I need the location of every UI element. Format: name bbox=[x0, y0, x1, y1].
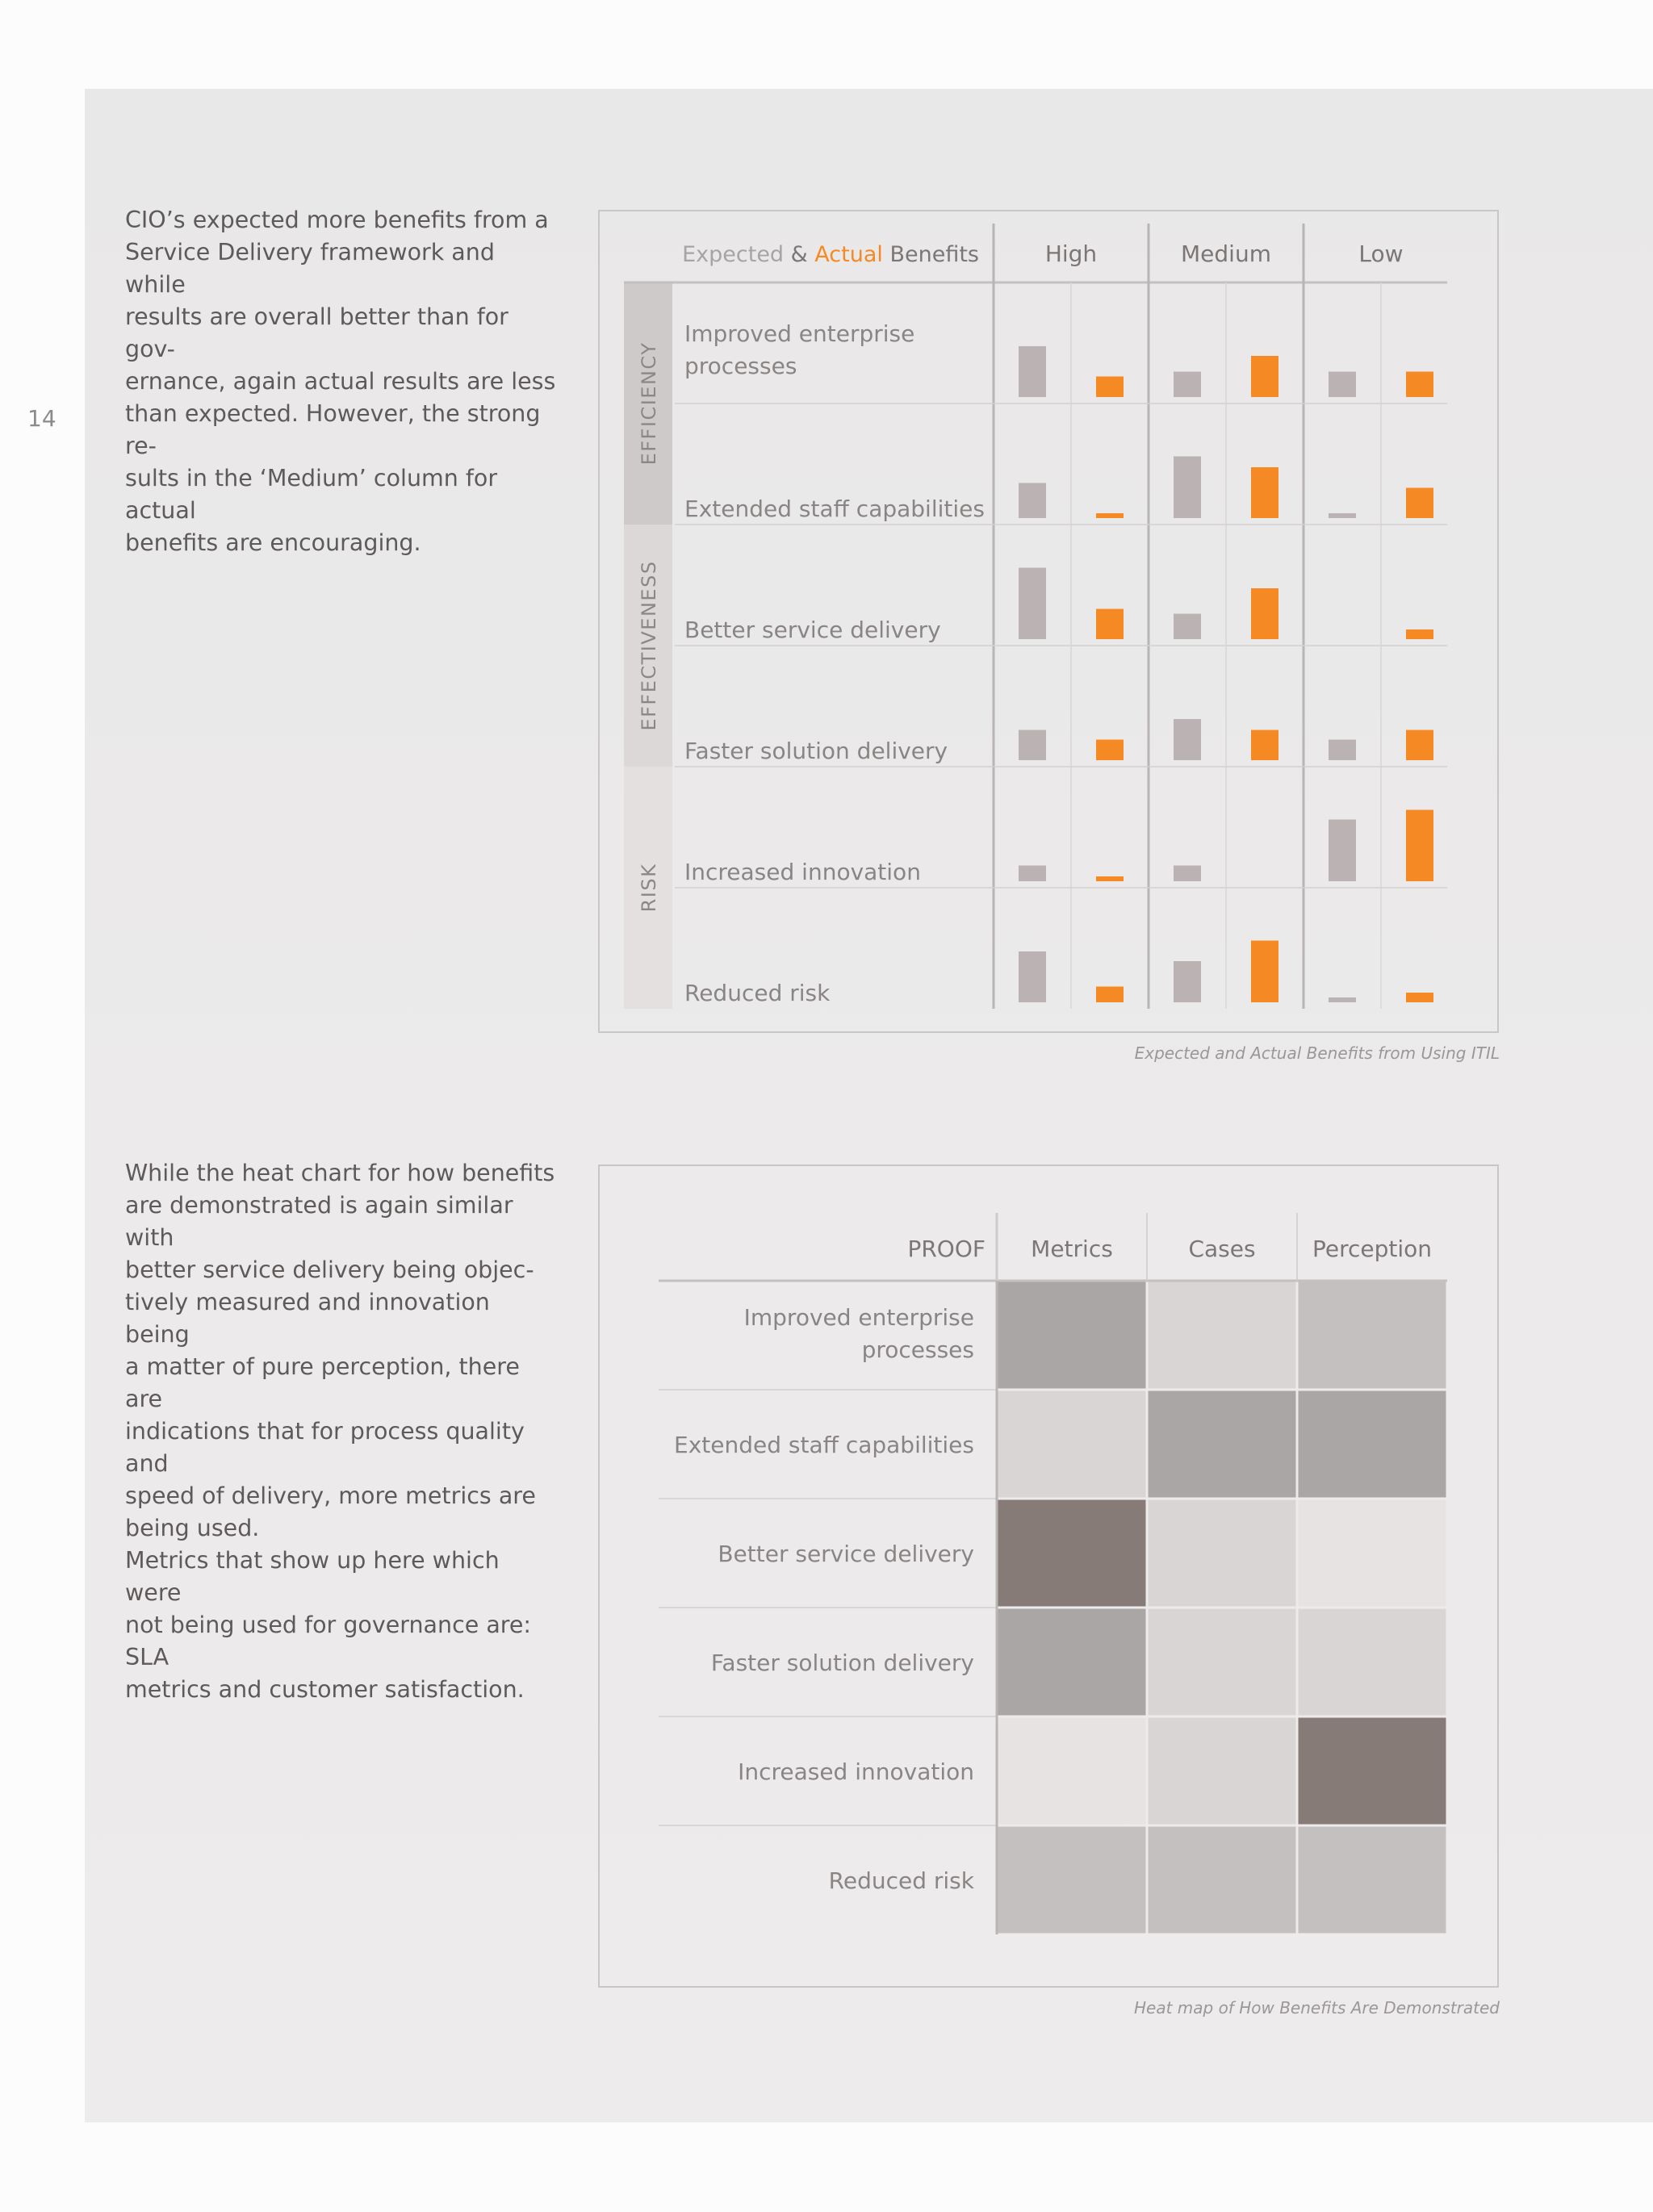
proof-label: PROOF bbox=[907, 1236, 986, 1262]
row-label-faster-solution-delivery bbox=[711, 1650, 974, 1676]
page-number: 14 bbox=[27, 405, 56, 432]
row-label-better-service-delivery bbox=[684, 617, 941, 643]
row-label-improved-enterprise-processes bbox=[684, 320, 914, 379]
heat-cell bbox=[1149, 1718, 1296, 1825]
expected-bar bbox=[1329, 997, 1356, 1002]
heatmap-chart-frame bbox=[598, 1165, 1499, 1988]
row-label-line: Extended staff capabilities bbox=[684, 496, 985, 522]
actual-bar bbox=[1251, 467, 1278, 518]
actual-bar bbox=[1406, 993, 1433, 1002]
heat-cell bbox=[998, 1718, 1146, 1825]
row-label-line: processes bbox=[684, 353, 797, 379]
heat-cell bbox=[1299, 1391, 1446, 1498]
heat-cell bbox=[1299, 1282, 1446, 1389]
heat-cell bbox=[998, 1609, 1146, 1716]
actual-bar bbox=[1096, 609, 1124, 640]
actual-bar bbox=[1251, 588, 1278, 639]
expected-bar bbox=[1019, 346, 1046, 397]
column-header-perception: Perception bbox=[1312, 1236, 1433, 1262]
heat-cell bbox=[1299, 1500, 1446, 1607]
expected-bar bbox=[1174, 866, 1201, 882]
heat-cell bbox=[1149, 1827, 1296, 1934]
expected-bar bbox=[1019, 568, 1046, 640]
column-header-metrics: Metrics bbox=[1031, 1236, 1113, 1262]
expected-bar bbox=[1019, 483, 1046, 519]
row-label-line: Reduced risk bbox=[828, 1867, 974, 1894]
actual-bar bbox=[1406, 730, 1433, 761]
heat-cell bbox=[998, 1391, 1146, 1498]
row-label-line: Better service delivery bbox=[684, 617, 941, 643]
title-part-rest: Benefits bbox=[882, 242, 979, 267]
expected-bar bbox=[1019, 730, 1046, 761]
row-label-increased-innovation bbox=[738, 1758, 974, 1785]
actual-bar bbox=[1406, 810, 1433, 882]
row-label-extended-staff-capabilities bbox=[674, 1432, 974, 1458]
row-label-faster-solution-delivery bbox=[684, 738, 948, 764]
heat-cell bbox=[1299, 1718, 1446, 1825]
chart-title bbox=[682, 242, 979, 267]
title-part-expected: Expected bbox=[682, 242, 785, 267]
row-label-better-service-delivery bbox=[718, 1541, 974, 1567]
benefits-chart-frame bbox=[598, 210, 1499, 1033]
row-label-line: Increased innovation bbox=[738, 1758, 974, 1785]
benefits-chart-caption: Expected and Actual Benefits from Using ITIL bbox=[1134, 1043, 1500, 1063]
heat-cell bbox=[1149, 1609, 1296, 1716]
expected-bar bbox=[1329, 372, 1356, 398]
heatmap-paragraph: While the heat chart for how benefits are demonstrated is again similar with better service delivery being objec- tively measured and innovation being a matter of pure perception, there are indications that for process quality and speed of delivery, more metrics are being used. Metrics that show up here which were not being used for governance are: SLA metrics and customer satisfaction. bbox=[125, 1160, 555, 1703]
row-label-line: Faster solution delivery bbox=[684, 738, 948, 764]
heat-cell bbox=[1149, 1391, 1296, 1498]
actual-bar bbox=[1096, 740, 1124, 761]
actual-bar bbox=[1251, 941, 1278, 1003]
title-part-amp: & bbox=[784, 242, 808, 267]
row-label-line: Improved enterprise bbox=[743, 1304, 974, 1331]
expected-bar bbox=[1174, 372, 1201, 398]
actual-bar bbox=[1096, 377, 1124, 398]
row-label-line: processes bbox=[861, 1336, 974, 1363]
group-label-effectiveness: EFFECTIVENESS bbox=[638, 560, 660, 731]
row-label-line: Reduced risk bbox=[684, 980, 831, 1006]
row-label-line: Faster solution delivery bbox=[710, 1650, 974, 1676]
row-label-line: Increased innovation bbox=[684, 859, 921, 885]
actual-bar bbox=[1096, 987, 1124, 1003]
actual-bar bbox=[1406, 488, 1433, 519]
benefits-bar-chart bbox=[600, 211, 1497, 1031]
actual-bar bbox=[1406, 372, 1433, 398]
row-label-extended-staff-capabilities bbox=[684, 496, 985, 522]
expected-bar bbox=[1329, 513, 1356, 518]
actual-bar bbox=[1406, 629, 1433, 639]
expected-bar bbox=[1174, 457, 1201, 519]
expected-bar bbox=[1174, 961, 1201, 1002]
benefits-paragraph: CIO’s expected more benefits from a Service Delivery framework and while results are overall better than for gov- ernance, again actual results are less than expected. However, the strong re- sults in the ‘Medium’ column for actual benefits are encouraging. bbox=[125, 207, 556, 556]
actual-bar bbox=[1251, 356, 1278, 397]
row-label-reduced-risk bbox=[684, 980, 831, 1006]
row-label-line: Extended staff capabilities bbox=[674, 1432, 974, 1458]
heatmap-caption: Heat map of How Benefits Are Demonstrated bbox=[1133, 1998, 1500, 2018]
expected-bar bbox=[1019, 951, 1046, 1002]
actual-bar bbox=[1096, 876, 1124, 881]
heat-cell bbox=[1149, 1500, 1296, 1607]
heat-cell bbox=[1299, 1609, 1446, 1716]
column-header-cases: Cases bbox=[1188, 1236, 1256, 1262]
expected-bar bbox=[1329, 820, 1356, 882]
expected-bar bbox=[1174, 614, 1201, 640]
row-label-line: Better service delivery bbox=[718, 1541, 974, 1567]
level-header-high: High bbox=[1044, 240, 1098, 267]
group-label-risk: RISK bbox=[638, 863, 660, 913]
expected-bar bbox=[1174, 719, 1201, 760]
expected-bar bbox=[1329, 740, 1356, 761]
heat-cell bbox=[998, 1500, 1146, 1607]
row-label-line: Improved enterprise bbox=[684, 320, 915, 347]
actual-bar bbox=[1096, 513, 1124, 518]
row-label-improved-enterprise-processes bbox=[744, 1304, 974, 1363]
heat-cell bbox=[998, 1827, 1146, 1934]
heat-cell bbox=[1299, 1827, 1446, 1934]
heat-cell bbox=[998, 1282, 1146, 1389]
row-label-reduced-risk bbox=[829, 1867, 975, 1894]
level-header-low: Low bbox=[1358, 240, 1404, 267]
heat-cell bbox=[1149, 1282, 1296, 1389]
expected-bar bbox=[1019, 866, 1046, 882]
actual-bar bbox=[1251, 730, 1278, 761]
level-header-medium: Medium bbox=[1181, 240, 1271, 267]
proof-heatmap bbox=[600, 1166, 1497, 1986]
row-label-increased-innovation bbox=[684, 859, 921, 885]
group-label-efficiency: EFFICIENCY bbox=[638, 341, 660, 466]
title-part-actual: Actual bbox=[807, 242, 883, 267]
